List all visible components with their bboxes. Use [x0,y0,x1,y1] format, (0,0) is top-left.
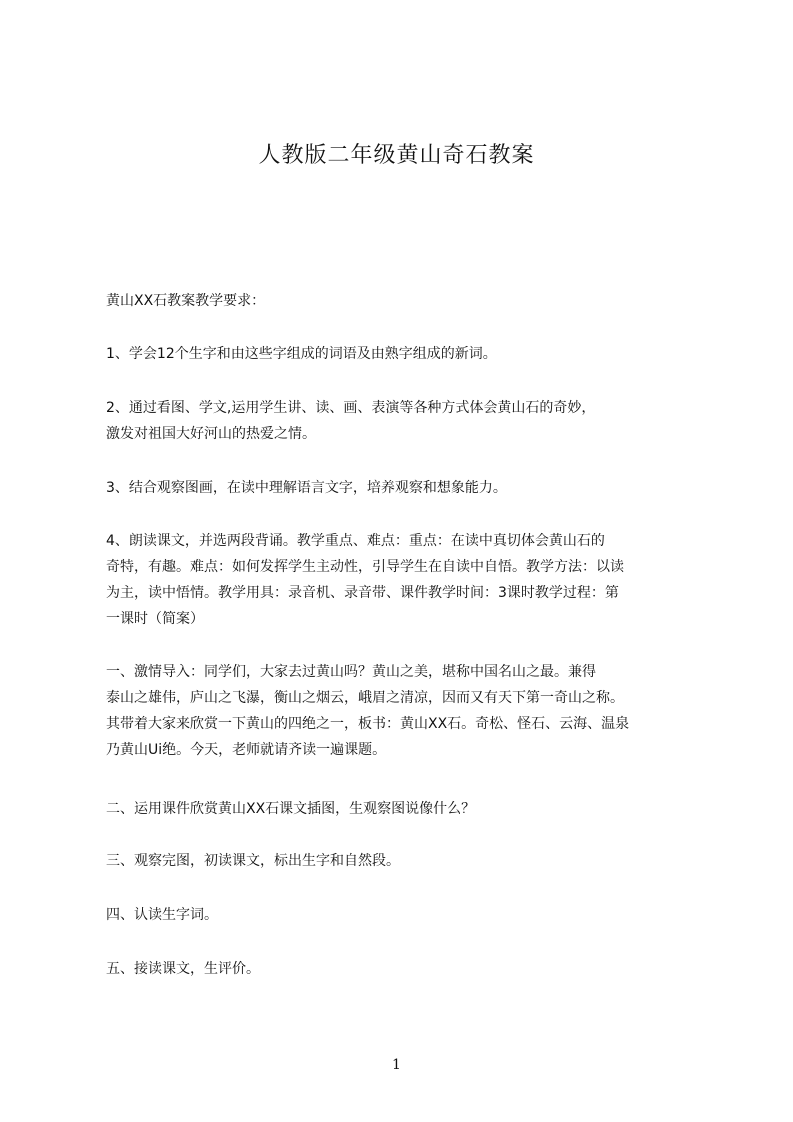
text-line: 二、运用课件欣赏黄山XX石课文插图，生观察图说像什么？ [106,801,476,817]
paragraph-item-4 [106,528,706,632]
text-line: 3、结合观察图画，在读中理解语言文字，培养观察和想象能力。 [106,480,507,496]
text-line: 四、认读生字词。 [106,907,218,923]
text-line: 为主，读中悟情。教学用具：录音机、录音带、课件教学时间：3课时教学过程：第 [106,585,619,601]
text-line: 一、激情导入：同学们，大家去过黄山吗？黄山之美，堪称中国名山之最。兼得 [106,664,596,680]
text-line: 乃黄山Ui绝。今天，老师就请齐读一遍课题。 [106,742,387,758]
text-line: 三、观察完图，初读课文，标出生字和自然段。 [106,853,400,869]
text-line: 2、通过看图、学文,运用学生讲、读、画、表演等各种方式体会黄山石的奇妙， [106,400,596,416]
text-line: 其带着大家来欣赏一下黄山的四绝之一，板书：黄山XX石。奇松、怪石、云海、温泉 [106,716,630,732]
paragraph-item-1 [106,341,706,367]
paragraph-step-2 [106,796,706,822]
text-line: 五、接读课文，生评价。 [106,961,260,977]
text-line: 奇特，有趣。难点：如何发挥学生主动性，引导学生在自读中自悟。教学方法：以读 [106,559,624,575]
paragraph-item-2 [106,395,706,447]
text-line: 黄山XX石教案教学要求： [106,293,266,309]
text-line: 激发对祖国大好河山的热爱之情。 [106,426,316,442]
paragraph-step-3 [106,848,706,874]
paragraph-step-5 [106,956,706,982]
paragraph-requirements-heading [106,288,706,314]
page-number: 1 [392,1057,401,1073]
text-line: 1、学会12个生字和由这些字组成的词语及由熟字组成的新词。 [106,346,497,362]
paragraph-step-1 [106,659,706,763]
text-line: 泰山之雄伟，庐山之飞瀑，衡山之烟云，峨眉之清凉，因而又有天下第一奇山之称。 [106,690,624,706]
document-title: 人教版二年级黄山奇石教案 [258,143,535,168]
text-line: 4、朗读课文，并选两段背诵。教学重点、难点：重点：在读中真切体会黄山石的 [106,533,605,549]
paragraph-item-3 [106,475,706,501]
paragraph-step-4 [106,902,706,928]
text-line: 一课时（简案） [106,611,204,627]
